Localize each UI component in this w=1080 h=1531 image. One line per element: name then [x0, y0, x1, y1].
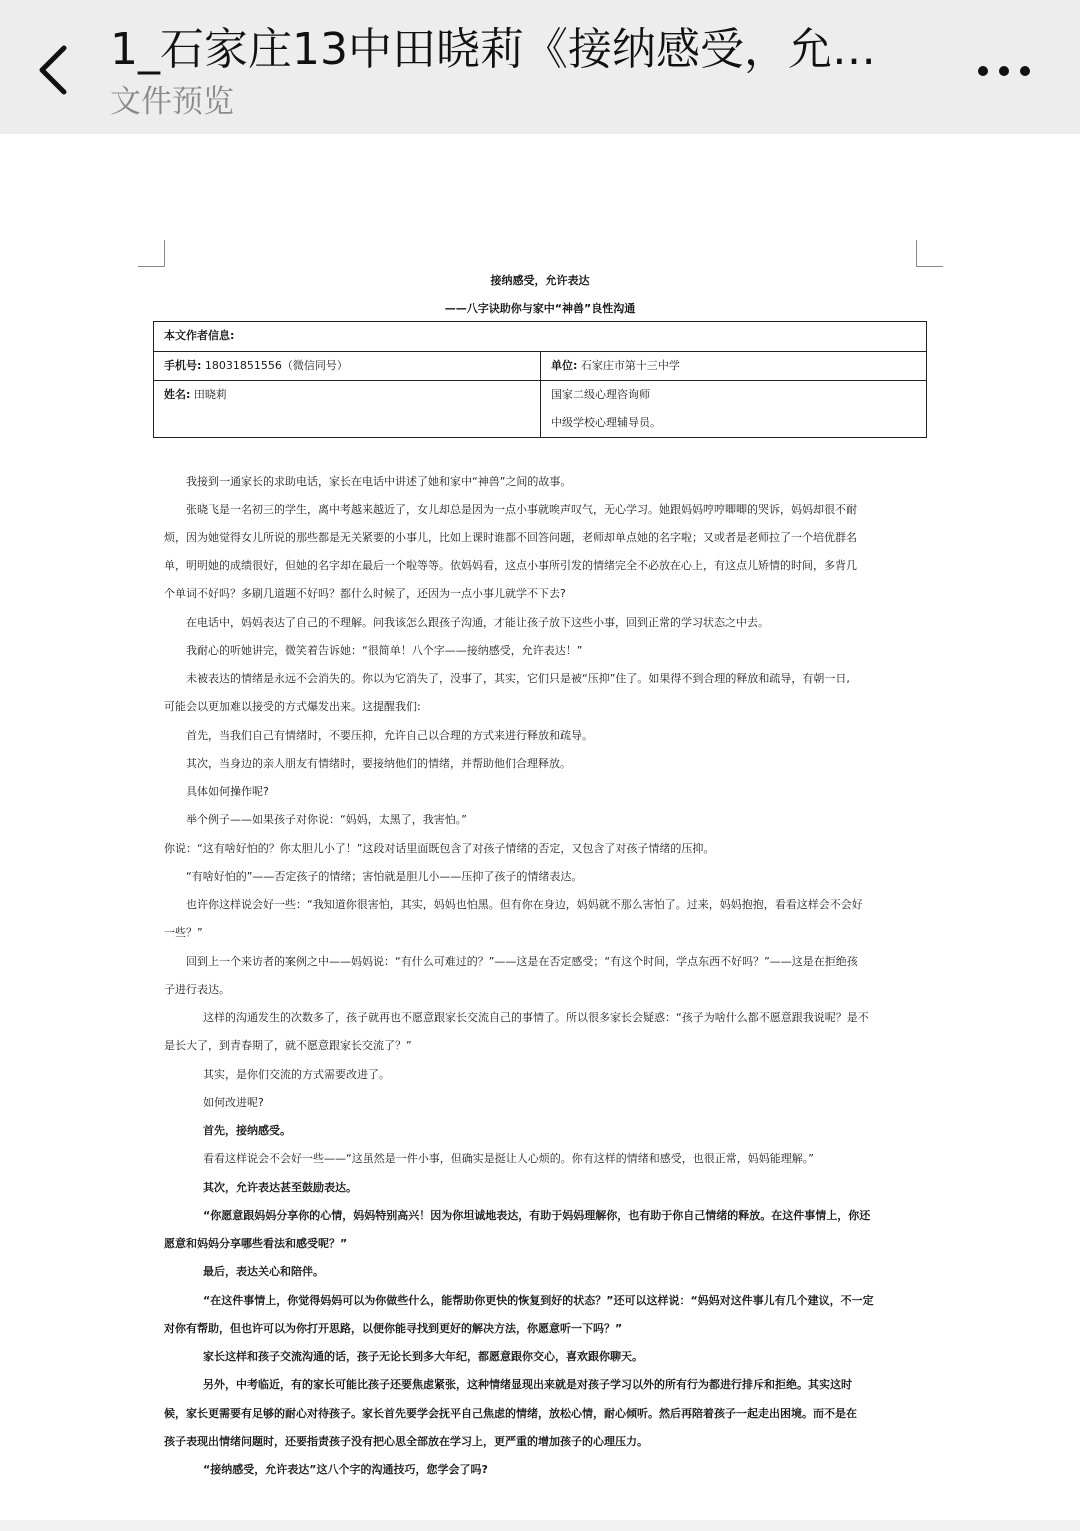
- paragraph-line: 我接到一通家长的求助电话，家长在电话中讲述了她和家中“神兽”之间的故事。: [186, 475, 572, 488]
- section-heading: 最后，表达关心和陪伴。: [203, 1265, 324, 1278]
- doc-subtitle: ——八字诀助你与家中“神兽”良性沟通: [444, 302, 636, 315]
- chevron-left-icon: [30, 40, 80, 100]
- paragraph-line: 可能会以更加难以接受的方式爆发出来。这提醒我们:: [164, 700, 421, 713]
- paragraph-line: “你愿意跟妈妈分享你的心情，妈妈特别高兴！因为你坦诚地表达，有助于妈妈理解你，也有助于你自己情绪的释放。在这件事情上，你还: [203, 1209, 871, 1222]
- paragraph-line: 具体如何操作呢?: [186, 785, 269, 798]
- unit-value: 石家庄市第十三中学: [580, 359, 680, 372]
- paragraph-line: 子进行表达。: [164, 983, 230, 996]
- info-header: 本文作者信息:: [164, 329, 235, 342]
- paragraph-line: 孩子表现出情绪问题时，还要指责孩子没有把心思全部放在学习上，更严重的增加孩子的心理压力。: [164, 1435, 648, 1448]
- doc-title: 接纳感受，允许表达: [490, 274, 590, 287]
- more-options-button[interactable]: [972, 50, 1036, 90]
- paragraph-line: “接纳感受，允许表达”这八个字的沟通技巧，您学会了吗?: [203, 1463, 488, 1476]
- back-button[interactable]: [30, 40, 80, 100]
- paragraph-line: 也许你这样说会好一些：“我知道你很害怕，其实，妈妈也怕黑。但有你在身边，妈妈就不那么害怕了。过来，妈妈抱抱，看看这样会不会好: [186, 898, 863, 911]
- phone-value: 18031851556（微信同号）: [204, 359, 348, 372]
- paragraph-line: 这样的沟通发生的次数多了，孩子就再也不愿意跟家长交流自己的事情了。所以很多家长会疑惑：“孩子为啥什么都不愿意跟我说呢？是不: [203, 1011, 869, 1024]
- bottom-edge: [0, 1520, 1080, 1531]
- crop-mark: [138, 240, 165, 267]
- paragraph-line: 如何改进呢?: [203, 1096, 264, 1109]
- paragraph-line: 个单词不好吗？多刷几道题不好吗？都什么时候了，还因为一点小事儿就学不下去?: [164, 587, 566, 600]
- more-icon: [978, 66, 988, 76]
- paragraph-line: 单，明明她的成绩很好，但她的名字却在最后一个啦等等。依妈妈看，这点小事所引发的情绪完全不必放在心上，有这点儿矫情的时间，多背几: [164, 559, 857, 572]
- paragraph-line: 候，家长更需要有足够的耐心对待孩子。家长首先要学会抚平自己焦虑的情绪，放松心情，耐心倾听。然后再陪着孩子一起走出困境。而不是在: [164, 1407, 857, 1420]
- paragraph-line: “有啥好怕的”——否定孩子的情绪；害怕就是胆儿小——压抑了孩子的情绪表达。: [186, 870, 583, 883]
- phone-label: 手机号:: [164, 359, 202, 372]
- paragraph-line: 烦，因为她觉得女儿所说的那些都是无关紧要的小事儿，比如上课时谁都不回答问题，老师却单点她的名字啦；又或者是老师拉了一个培优群名: [164, 531, 857, 544]
- paragraph-line: 一些？”: [164, 926, 203, 939]
- paragraph-line: 愿意和妈妈分享哪些看法和感受呢？”: [164, 1237, 348, 1250]
- app-header: [0, 0, 1080, 134]
- author-title-1: 国家二级心理咨询师: [551, 388, 650, 401]
- paragraph-line: 举个例子——如果孩子对你说：“妈妈，太黑了，我害怕。”: [186, 813, 467, 826]
- paragraph-line: 家长这样和孩子交流沟通的话，孩子无论长到多大年纪，都愿意跟你交心，喜欢跟你聊天。: [203, 1350, 643, 1363]
- paragraph-line: 回到上一个来访者的案例之中——妈妈说：“有什么可难过的？”——这是在否定感受；“有这个时间，学点东西不好吗？”——这是在拒绝孩: [186, 955, 858, 968]
- paragraph-line: 在电话中，妈妈表达了自己的不理解。问我该怎么跟孩子沟通，才能让孩子放下这些小事，回到正常的学习状态之中去。: [186, 616, 769, 629]
- name-label: 姓名:: [164, 388, 191, 401]
- file-title: 1_石家庄13中田晓莉《接纳感受，允…: [110, 24, 876, 75]
- document-preview[interactable]: [0, 134, 1080, 1531]
- paragraph-line: 你说：“这有啥好怕的？你太胆儿小了！”这段对话里面既包含了对孩子情绪的否定，又包含了对孩子情绪的压抑。: [164, 842, 715, 855]
- paragraph-line: 首先，当我们自己有情绪时，不要压抑，允许自己以合理的方式来进行释放和疏导。: [186, 729, 593, 742]
- paragraph-line: 张晓飞是一名初三的学生，离中考越来越近了，女儿却总是因为一点小事就唉声叹气，无心学习。她跟妈妈哼哼唧唧的哭诉，妈妈却很不耐: [186, 503, 857, 516]
- paragraph-line: 对你有帮助，但也许可以为你打开思路，以便你能寻找到更好的解决方法，你愿意听一下吗？”: [164, 1322, 623, 1335]
- paragraph-line: 其实，是你们交流的方式需要改进了。: [203, 1068, 390, 1081]
- unit-label: 单位:: [551, 359, 578, 372]
- paragraph-line: 未被表达的情绪是永远不会消失的。你以为它消失了，没事了，其实，它们只是被“压抑”住了。如果得不到合理的释放和疏导，有朝一日,: [186, 672, 850, 685]
- paragraph-line: 其次，当身边的亲人朋友有情绪时，要接纳他们的情绪，并帮助他们合理释放。: [186, 757, 571, 770]
- paragraph-line: “在这件事情上，你觉得妈妈可以为你做些什么，能帮助你更快的恢复到好的状态？”还可以这样说：“妈妈对这件事儿有几个建议，不一定: [203, 1294, 874, 1307]
- paragraph-line: 我耐心的听她讲完，微笑着告诉她：“很简单！八个字——接纳感受，允许表达！”: [186, 644, 583, 657]
- author-info-table: [153, 321, 927, 438]
- section-heading: 首先，接纳感受。: [203, 1124, 291, 1137]
- paragraph-line: 是长大了，到青春期了，就不愿意跟家长交流了？”: [164, 1039, 412, 1052]
- paragraph-line: 另外，中考临近，有的家长可能比孩子还要焦虑紧张，这种情绪显现出来就是对孩子学习以外的所有行为都进行排斥和拒绝。其实这时: [203, 1378, 852, 1391]
- header-subtitle: 文件预览: [110, 84, 234, 120]
- author-title-2: 中级学校心理辅导员。: [551, 416, 661, 429]
- crop-mark: [916, 240, 943, 267]
- name-value: 田晓莉: [193, 388, 227, 401]
- section-heading: 其次，允许表达甚至鼓励表达。: [203, 1181, 357, 1194]
- paragraph-line: 看看这样说会不会好一些——“这虽然是一件小事，但确实是挺让人心烦的。你有这样的情绪和感受，也很正常，妈妈能理解。”: [203, 1152, 814, 1165]
